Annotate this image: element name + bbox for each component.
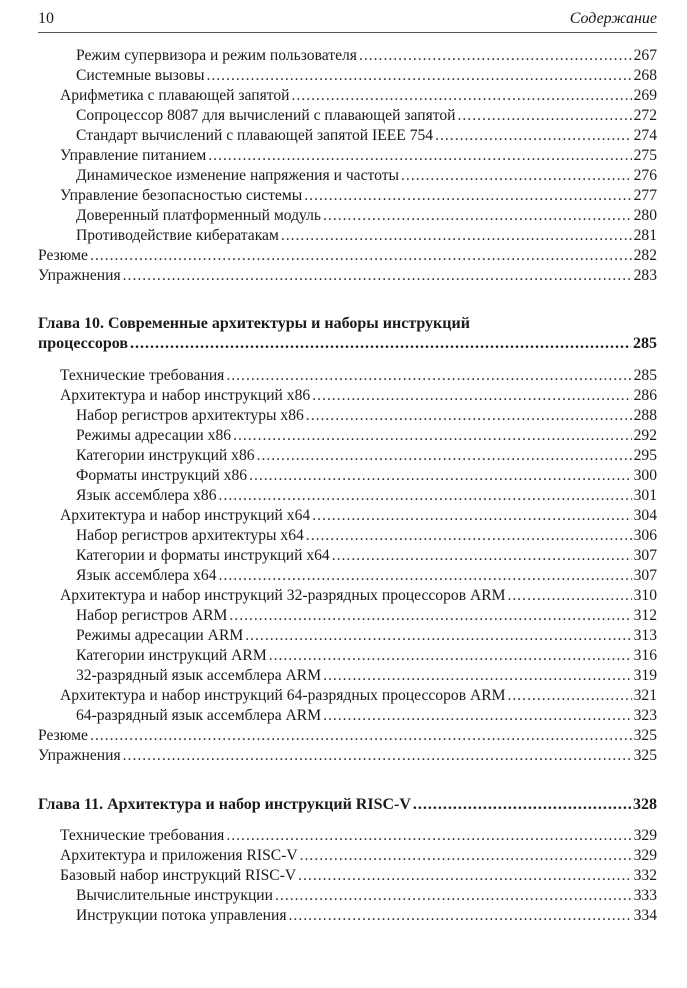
toc-leader-dots (123, 746, 632, 766)
toc-entry (38, 86, 657, 106)
toc-leader-dots (458, 106, 632, 126)
toc-entry-page: 272 (633, 107, 657, 124)
toc-leader-dots (413, 795, 631, 815)
toc-leader-dots (304, 186, 631, 206)
toc-entry-page: 316 (633, 647, 657, 664)
page-header (38, 8, 657, 33)
toc-entry-title: Динамическое изменение напряжения и частоты (76, 167, 400, 184)
toc-entry-title: Арифметика с плавающей запятой (60, 87, 290, 104)
chapter-title-line1: Глава 10. Современные архитектуры и наборы инструкций (38, 315, 470, 332)
toc-entry-page: 283 (633, 267, 657, 284)
toc-entry (38, 106, 657, 126)
toc-leader-dots (298, 866, 631, 886)
toc-entry-title: Управление безопасностью системы (60, 187, 303, 204)
toc-entry-page: 333 (633, 887, 657, 904)
toc-leader-dots (219, 566, 632, 586)
toc-entry (38, 146, 657, 166)
toc-entry (38, 266, 657, 286)
toc-entry-page: 332 (633, 867, 657, 884)
toc-leader-dots (306, 526, 632, 546)
chapter-heading (38, 314, 657, 354)
toc-entry-page: 307 (633, 547, 657, 564)
toc-entry-title: Набор регистров архитектуры x86 (76, 407, 304, 424)
toc-entry-title: Набор регистров ARM (76, 607, 228, 624)
toc-entry (38, 666, 657, 686)
toc-entry-title: Стандарт вычислений с плавающей запятой IEEE 754 (76, 127, 434, 144)
toc-entry-title: Категории инструкций ARM (76, 647, 267, 664)
toc-entry-page: 321 (633, 687, 657, 704)
toc-entry-title: Режим супервизора и режим пользователя (76, 47, 357, 64)
toc-leader-dots (219, 486, 632, 506)
toc-entry-page: 334 (633, 907, 657, 924)
toc-entry (38, 546, 657, 566)
toc-entry-page: 286 (633, 387, 657, 404)
toc-entry-title: Инструкции потока управления (76, 907, 287, 924)
toc-entry-page: 282 (633, 247, 657, 264)
toc-entry-title: Технические требования (60, 367, 225, 384)
toc-entry-title: Упражнения (38, 747, 121, 764)
chapter-page: 285 (633, 335, 657, 352)
toc-entry-page: 274 (633, 127, 657, 144)
toc-entry (38, 386, 657, 406)
toc-leader-dots (226, 366, 631, 386)
toc-entry-title: Язык ассемблера x86 (76, 487, 217, 504)
toc-entry (38, 726, 657, 746)
toc-entry-page: 292 (633, 427, 657, 444)
toc-leader-dots (332, 546, 632, 566)
chapter-title: Глава 11. Архитектура и набор инструкций RISC-V (38, 796, 411, 813)
toc-leader-dots (435, 126, 632, 146)
toc-entry-title: Архитектура и набор инструкций 32-разрядных процессоров ARM (60, 587, 506, 604)
toc-entry-title: Резюме (38, 727, 88, 744)
toc-leader-dots (312, 506, 631, 526)
toc-leader-dots (206, 66, 631, 86)
toc-entry (38, 626, 657, 646)
toc-entry (38, 366, 657, 386)
chapter-page: 328 (633, 796, 657, 813)
toc-leader-dots (312, 386, 631, 406)
toc-entry-page: 313 (633, 627, 657, 644)
toc-entry (38, 506, 657, 526)
toc-entry (38, 646, 657, 666)
toc-entry-title: 64-разрядный язык ассемблера ARM (76, 707, 322, 724)
toc-leader-dots (130, 334, 631, 354)
toc-entry-page: 295 (633, 447, 657, 464)
toc-leader-dots (226, 826, 631, 846)
toc-entry-title: Архитектура и набор инструкций x64 (60, 507, 311, 524)
toc-leader-dots (208, 146, 631, 166)
toc-entry (38, 446, 657, 466)
toc-leader-dots (245, 626, 631, 646)
toc-entry-page: 325 (633, 747, 657, 764)
toc-entry-page: 304 (633, 507, 657, 524)
toc-leader-dots (323, 706, 632, 726)
toc-entry-title: Базовый набор инструкций RISC-V (60, 867, 297, 884)
toc-leader-dots (90, 246, 632, 266)
toc-entry (38, 186, 657, 206)
toc-entry-title: Форматы инструкций x86 (76, 467, 248, 484)
toc-entry (38, 486, 657, 506)
toc-entry-page: 319 (633, 667, 657, 684)
toc-entry-title: Вычислительные инструкции (76, 887, 274, 904)
toc-entry (38, 866, 657, 886)
toc-entry-page: 280 (633, 207, 657, 224)
toc-entry (38, 126, 657, 146)
toc-entry-page: 329 (633, 827, 657, 844)
toc-entry-title: Управление питанием (60, 147, 207, 164)
toc-entry (38, 226, 657, 246)
toc-leader-dots (507, 586, 631, 606)
toc-leader-dots (306, 406, 632, 426)
toc-entry-page: 277 (633, 187, 657, 204)
toc-entry-title: Противодействие кибератакам (76, 227, 279, 244)
toc-entry-title: Упражнения (38, 267, 121, 284)
toc-leader-dots (275, 886, 632, 906)
toc-leader-dots (323, 206, 632, 226)
toc-entry-title: Язык ассемблера x64 (76, 567, 217, 584)
chapter-heading (38, 795, 657, 815)
toc-leader-dots (233, 426, 632, 446)
toc-leader-dots (292, 86, 632, 106)
toc-entry-page: 281 (633, 227, 657, 244)
toc-entry-page: 267 (633, 47, 657, 64)
toc-entry-page: 275 (633, 147, 657, 164)
toc-entry (38, 906, 657, 926)
toc-entry-page: 269 (633, 87, 657, 104)
toc-entry-title: Архитектура и набор инструкций x86 (60, 387, 311, 404)
toc-entry (38, 206, 657, 226)
toc-leader-dots (269, 646, 632, 666)
toc-entry-title: Режимы адресации ARM (76, 627, 244, 644)
toc-entry-page: 300 (633, 467, 657, 484)
toc-entry (38, 586, 657, 606)
toc-entry-title: Резюме (38, 247, 88, 264)
toc-entry-title: Доверенный платформенный модуль (76, 207, 322, 224)
toc-entry-title: Категории и форматы инструкций x64 (76, 547, 330, 564)
toc-entry-title: Архитектура и набор инструкций 64-разрядных процессоров ARM (60, 687, 506, 704)
toc-entry-page: 312 (633, 607, 657, 624)
toc-entry (38, 846, 657, 866)
toc-entry-page: 307 (633, 567, 657, 584)
toc-leader-dots (300, 846, 632, 866)
toc-entry (38, 686, 657, 706)
toc-entry-title: Набор регистров архитектуры x64 (76, 527, 304, 544)
toc-entry (38, 166, 657, 186)
chapter-title-line2: процессоров (38, 335, 128, 352)
running-section-title: Содержание (569, 10, 657, 27)
toc-entry (38, 66, 657, 86)
toc-entry-page: 329 (633, 847, 657, 864)
toc-leader-dots (257, 446, 632, 466)
toc-leader-dots (249, 466, 632, 486)
toc-leader-dots (507, 686, 631, 706)
toc-entry-page: 306 (633, 527, 657, 544)
toc-leader-dots (281, 226, 632, 246)
toc-leader-dots (123, 266, 632, 286)
toc-entry (38, 526, 657, 546)
toc-entry (38, 886, 657, 906)
toc-entry (38, 426, 657, 446)
toc-entry-page: 285 (633, 367, 657, 384)
toc-entry-page: 288 (633, 407, 657, 424)
toc-leader-dots (359, 46, 632, 66)
toc-leader-dots (289, 906, 632, 926)
toc-entry-title: Архитектура и приложения RISC-V (60, 847, 298, 864)
toc-entry-page: 268 (633, 67, 657, 84)
toc-entry (38, 746, 657, 766)
toc-entry (38, 246, 657, 266)
toc-entry-page: 325 (633, 727, 657, 744)
toc-entry (38, 706, 657, 726)
toc-entry-title: Сопроцессор 8087 для вычислений с плавающей запятой (76, 107, 456, 124)
page-number: 10 (38, 10, 54, 27)
toc-entry (38, 606, 657, 626)
toc-entry (38, 466, 657, 486)
toc-leader-dots (229, 606, 631, 626)
toc-leader-dots (90, 726, 632, 746)
toc-entry-page: 323 (633, 707, 657, 724)
toc-leader-dots (401, 166, 632, 186)
toc-entry (38, 566, 657, 586)
toc-entry (38, 46, 657, 66)
toc-entry-title: Технические требования (60, 827, 225, 844)
toc-entry (38, 406, 657, 426)
toc-entry (38, 826, 657, 846)
toc-entry-page: 310 (633, 587, 657, 604)
toc-entry-page: 301 (633, 487, 657, 504)
toc-leader-dots (323, 666, 632, 686)
toc-entry-title: Системные вызовы (76, 67, 205, 84)
toc-entry-title: Режимы адресации x86 (76, 427, 232, 444)
toc-entry-title: 32-разрядный язык ассемблера ARM (76, 667, 322, 684)
toc-entry-title: Категории инструкций x86 (76, 447, 255, 464)
toc-entry-page: 276 (633, 167, 657, 184)
